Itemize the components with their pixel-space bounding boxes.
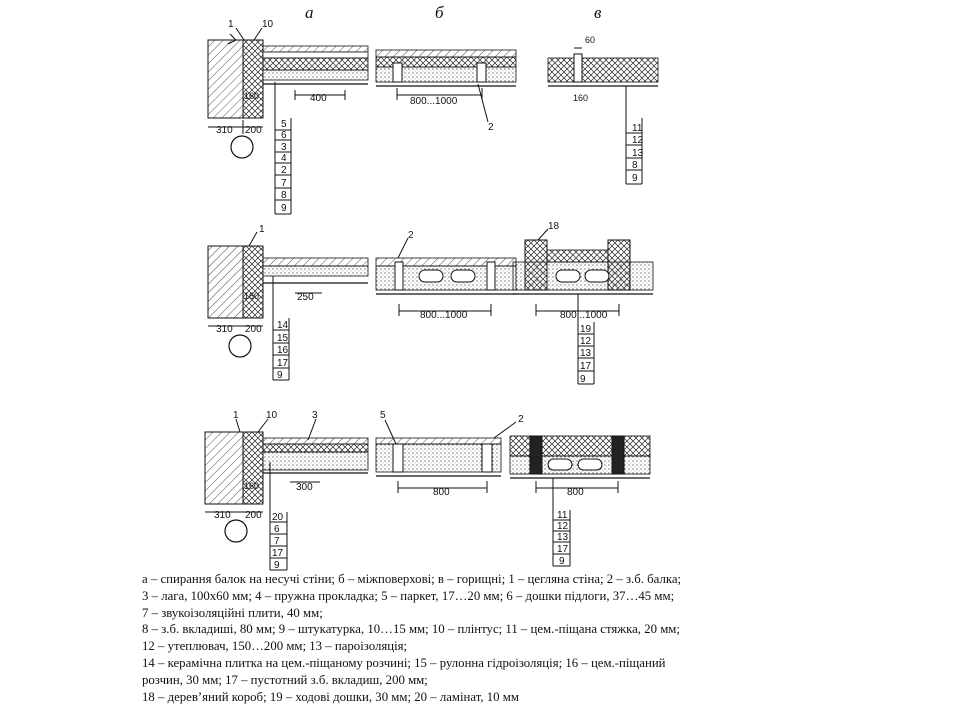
row2-stack-c-item: 17 — [580, 361, 592, 372]
row1-stack-c-item: 11 — [632, 123, 643, 134]
row2-stack-item: 16 — [277, 345, 289, 356]
view-label-c: в — [594, 3, 602, 22]
row2-stack-c-item: 13 — [580, 348, 592, 359]
row1-stack-c-item: 8 — [632, 160, 638, 171]
row2-dim-250: 250 — [297, 292, 314, 303]
row3-stack-item: 7 — [274, 536, 280, 547]
row2-stack-item: 9 — [277, 370, 283, 381]
row3-stack-c-item: 12 — [557, 521, 569, 532]
row2-stack-c-item: 9 — [580, 374, 586, 385]
row3-stack-c-item: 17 — [557, 544, 569, 555]
row2-callout-2: 2 — [408, 230, 414, 241]
row1-dim-160: 160 — [244, 91, 260, 101]
row3-stack-item: 20 — [272, 512, 284, 523]
row1-stack-item: 3 — [281, 142, 287, 153]
row1-dim-60: 60 — [585, 35, 596, 45]
row1-stack-item: 9 — [281, 203, 287, 214]
row3-dim-310: 310 — [214, 510, 231, 521]
row2-stack-c-item: 19 — [580, 324, 592, 335]
row3-dim-800-b: 800 — [433, 487, 450, 498]
row2-section-b — [376, 230, 516, 321]
row1-dim-310: 310 — [216, 125, 233, 136]
row1-stack-item: 2 — [281, 165, 287, 176]
row1-stack-c-item: 12 — [632, 135, 644, 146]
caption-line: а – спирання балок на несучі стіни; б – міжповерхові; в – горищні; 1 – цегляна стіна; 2 – з.б. балка; 3 – лага, 100х60 мм; 4 – пружна прокладка; 5 – паркет, 17…20 мм; 6 – дошки підлоги, 37…45 мм; 7 – звукоізоляційні плити, 40 мм; — [142, 572, 682, 620]
caption-line: 18 – дерев’яний короб; 19 – ходові дошки, 30 мм; 20 – ламінат, 10 мм — [142, 689, 519, 704]
caption-line: 8 – з.б. вкладиші, 80 мм; 9 – штукатурка, 10…15 мм; 10 – плінтус; 11 – цем.-піщана стяжка, 20 мм; 12 – утеплювач, 150…200 мм; 13 – пароізоляція; — [142, 622, 680, 654]
row1-stack-item: 8 — [281, 190, 287, 201]
row2-stack-c-item: 12 — [580, 336, 592, 347]
row1-callout-2: 2 — [488, 122, 494, 133]
row3-section-a — [205, 410, 368, 571]
row2-dim-800-1000-c: 800...1000 — [560, 310, 608, 321]
row2-dim-310: 310 — [216, 324, 233, 335]
row1-dim-200: 200 — [245, 125, 262, 136]
legend-caption — [142, 571, 682, 705]
row1-stack-c-item: 9 — [632, 173, 638, 184]
row1-section-c — [548, 35, 658, 184]
row3-stack-item: 6 — [274, 524, 280, 535]
row2-dim-160: 160 — [244, 291, 260, 301]
row3-dim-800-c: 800 — [567, 487, 584, 498]
row3-dim-200: 200 — [245, 510, 262, 521]
row1-dim-400: 400 — [310, 93, 327, 104]
row2-dim-800-1000-b: 800...1000 — [420, 310, 468, 321]
row3-section-b — [376, 410, 524, 498]
row1-section-a — [208, 19, 368, 214]
row2-stack-item: 17 — [277, 358, 289, 369]
row2-callout-1: 1 — [259, 224, 265, 235]
row3-stack-item: 9 — [274, 560, 280, 571]
row2-stack-item: 14 — [277, 320, 289, 331]
row2-dim-200: 200 — [245, 324, 262, 335]
row2-stack-item: 15 — [277, 333, 289, 344]
caption-line: 14 – керамічна плитка на цем.-піщаному розчині; 15 – рулонна гідроізоляція; 16 – цем.-піщаний розчин, 30 мм; 17 – пустотний з.б. вкладиш, 200 мм; — [142, 655, 666, 687]
row1-section-b — [376, 50, 516, 133]
view-label-a: а — [305, 3, 314, 22]
row3-callout-2: 2 — [518, 414, 524, 425]
row3-stack-item: 17 — [272, 548, 284, 559]
view-label-b: б — [435, 3, 444, 22]
row3-stack-c-item: 13 — [557, 532, 569, 543]
row3-stack-c-item: 9 — [559, 556, 565, 567]
row1-callout-10: 10 — [262, 19, 274, 30]
row1-dim-800-1000: 800...1000 — [410, 96, 458, 107]
row2-section-a — [208, 224, 368, 381]
row2-section-c — [513, 221, 653, 385]
row3-dim-160: 160 — [244, 481, 260, 491]
row3-dim-300: 300 — [296, 482, 313, 493]
row3-stack-c-item: 11 — [557, 510, 568, 521]
row3-callout-3: 3 — [312, 410, 318, 421]
row1-stack-item: 5 — [281, 119, 287, 130]
row1-stack-item: 6 — [281, 130, 287, 141]
row3-callout-1: 1 — [233, 410, 239, 421]
row1-callout-1: 1 — [228, 19, 234, 30]
row3-callout-10: 10 — [266, 410, 278, 421]
row1-dim-160-c: 160 — [573, 93, 589, 103]
row2-callout-18: 18 — [548, 221, 560, 232]
row1-stack-item: 4 — [281, 153, 287, 164]
row3-section-c — [510, 436, 650, 567]
row3-callout-5: 5 — [380, 410, 386, 421]
row1-stack-c-item: 13 — [632, 148, 644, 159]
row1-stack-item: 7 — [281, 178, 287, 189]
